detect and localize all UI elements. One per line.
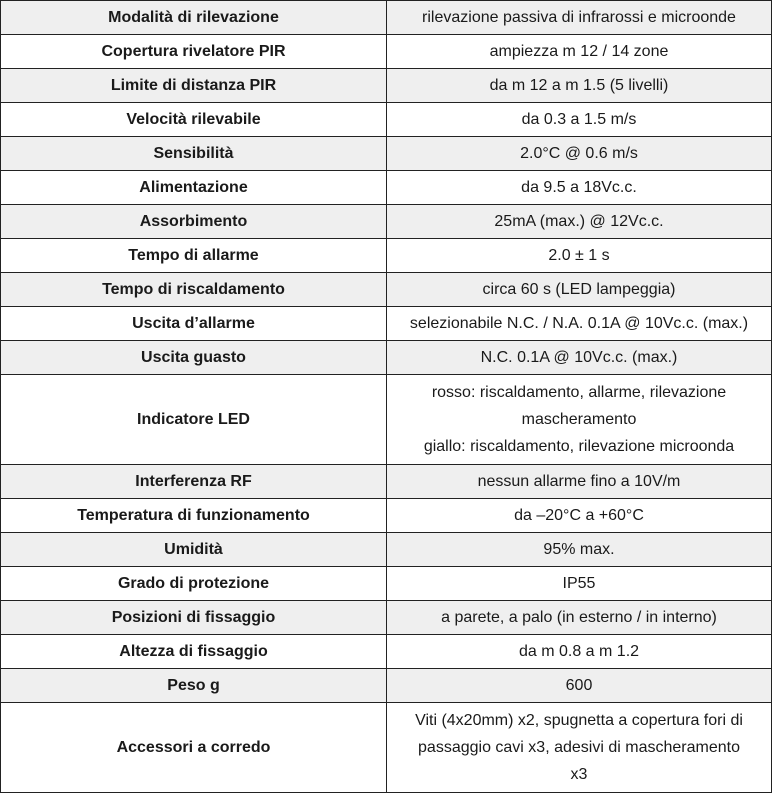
- spec-value-line: passaggio cavi x3, adesivi di mascheramento: [418, 739, 740, 756]
- spec-label: Tempo di allarme: [1, 239, 387, 273]
- spec-value-line: giallo: riscaldamento, rilevazione microonda: [423, 438, 735, 455]
- spec-value: [387, 341, 772, 375]
- spec-label: Peso g: [1, 669, 387, 703]
- spec-label: Assorbimento: [1, 205, 387, 239]
- spec-label: Velocità rilevabile: [1, 103, 387, 137]
- spec-value-line: ampiezza m 12 / 14 zone: [489, 43, 669, 60]
- spec-value-line: 600: [565, 677, 593, 694]
- table-row: [1, 1, 772, 35]
- spec-label: Accessori a corredo: [1, 703, 387, 793]
- spec-label: Temperatura di funzionamento: [1, 499, 387, 533]
- table-row: [1, 499, 772, 533]
- table-row: [1, 601, 772, 635]
- spec-label: Altezza di fissaggio: [1, 635, 387, 669]
- spec-label: Indicatore LED: [1, 375, 387, 465]
- spec-value-line: IP55: [562, 575, 596, 592]
- spec-value-line: nessun allarme fino a 10V/m: [477, 473, 681, 490]
- spec-value: [387, 307, 772, 341]
- spec-value: [387, 465, 772, 499]
- spec-value: [387, 499, 772, 533]
- table-row: [1, 137, 772, 171]
- spec-value-line: Viti (4x20mm) x2, spugnetta a copertura fori di: [415, 712, 743, 729]
- table-row: [1, 669, 772, 703]
- spec-value: [387, 1, 772, 35]
- spec-value-line: 95% max.: [543, 541, 615, 558]
- spec-label: Alimentazione: [1, 171, 387, 205]
- specifications-table-body: [1, 1, 772, 793]
- table-row: [1, 533, 772, 567]
- spec-value: [387, 601, 772, 635]
- spec-value-line: da m 12 a m 1.5 (5 livelli): [489, 77, 669, 94]
- spec-value: [387, 273, 772, 307]
- spec-label: Copertura rivelatore PIR: [1, 35, 387, 69]
- table-row: [1, 465, 772, 499]
- spec-value-line: x3: [570, 766, 588, 783]
- spec-value: [387, 533, 772, 567]
- spec-label: Uscita d’allarme: [1, 307, 387, 341]
- spec-label: Limite di distanza PIR: [1, 69, 387, 103]
- spec-value: [387, 239, 772, 273]
- spec-value: [387, 35, 772, 69]
- spec-value: [387, 635, 772, 669]
- spec-value: [387, 103, 772, 137]
- spec-label: Umidità: [1, 533, 387, 567]
- spec-value-line: N.C. 0.1A @ 10Vc.c. (max.): [480, 349, 678, 366]
- spec-label: Tempo di riscaldamento: [1, 273, 387, 307]
- spec-label: Modalità di rilevazione: [1, 1, 387, 35]
- spec-value-line: da m 0.8 a m 1.2: [518, 643, 640, 660]
- spec-value-line: da 0.3 a 1.5 m/s: [521, 111, 637, 128]
- table-row: [1, 703, 772, 793]
- table-row: [1, 273, 772, 307]
- spec-value-line: 2.0 ± 1 s: [548, 247, 610, 264]
- spec-label: Grado di protezione: [1, 567, 387, 601]
- table-row: [1, 171, 772, 205]
- spec-label: Posizioni di fissaggio: [1, 601, 387, 635]
- spec-value-line: rilevazione passiva di infrarossi e microonde: [422, 9, 736, 26]
- table-row: [1, 307, 772, 341]
- table-row: [1, 567, 772, 601]
- table-row: [1, 341, 772, 375]
- spec-value: [387, 567, 772, 601]
- spec-value-line: rosso: riscaldamento, allarme, rilevazione: [431, 384, 727, 401]
- spec-value-line: 25mA (max.) @ 12Vc.c.: [494, 213, 664, 230]
- spec-label: Interferenza RF: [1, 465, 387, 499]
- table-row: [1, 239, 772, 273]
- spec-label: Sensibilità: [1, 137, 387, 171]
- table-row: [1, 103, 772, 137]
- table-row: [1, 69, 772, 103]
- spec-value-line: da 9.5 a 18Vc.c.: [521, 179, 637, 196]
- spec-value-line: circa 60 s (LED lampeggia): [482, 281, 676, 298]
- spec-value: [387, 375, 772, 465]
- spec-value-line: da –20°C a +60°C: [514, 507, 644, 524]
- spec-value: [387, 69, 772, 103]
- spec-value: [387, 137, 772, 171]
- table-row: [1, 35, 772, 69]
- spec-value: [387, 669, 772, 703]
- spec-value-line: mascheramento: [521, 411, 637, 428]
- spec-value-line: selezionabile N.C. / N.A. 0.1A @ 10Vc.c. (max.): [409, 315, 749, 332]
- table-row: [1, 635, 772, 669]
- table-row: [1, 375, 772, 465]
- spec-value-line: a parete, a palo (in esterno / in interno): [441, 609, 717, 626]
- table-row: [1, 205, 772, 239]
- spec-label: Uscita guasto: [1, 341, 387, 375]
- spec-value: [387, 703, 772, 793]
- spec-value: [387, 205, 772, 239]
- spec-value-line: 2.0°C @ 0.6 m/s: [520, 145, 638, 162]
- spec-value: [387, 171, 772, 205]
